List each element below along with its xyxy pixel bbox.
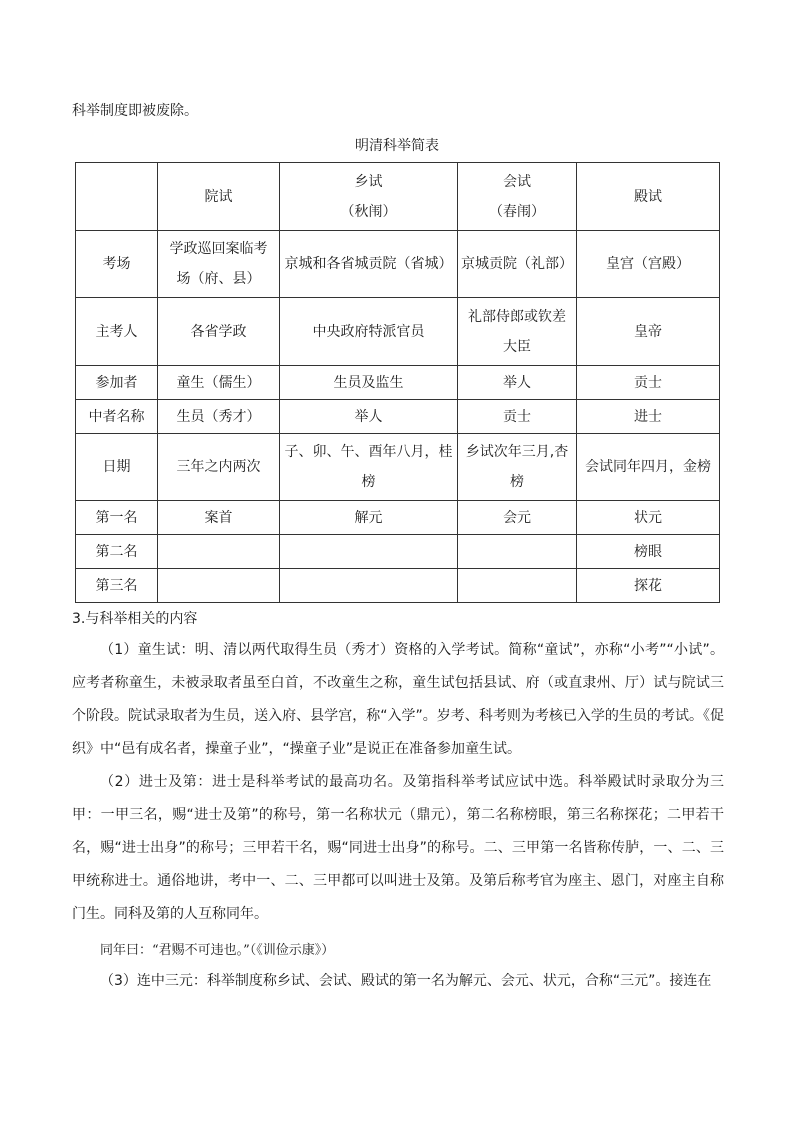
table-cell: 三年之内两次 bbox=[158, 434, 280, 501]
header-xiangshi-name: 乡试 bbox=[354, 173, 383, 190]
header-dianshi: 殿试 bbox=[577, 163, 720, 231]
table-cell: 贡士 bbox=[577, 366, 720, 400]
table-cell bbox=[280, 569, 458, 603]
imperial-exam-table bbox=[75, 162, 720, 603]
table-cell bbox=[458, 434, 577, 501]
table-cell: 贡士 bbox=[458, 400, 577, 434]
header-blank-cell bbox=[76, 163, 158, 231]
table-row-first bbox=[76, 501, 720, 535]
table-cell: 解元 bbox=[280, 501, 458, 535]
paragraph-text: （3）连中三元：科举制度称乡试、会试、殿试的第一名为解元、会元、状元，合称“三元”。接连在 bbox=[100, 973, 712, 989]
table-cell bbox=[280, 535, 458, 569]
header-huishi bbox=[458, 163, 577, 231]
table-cell: 会试同年四月，金榜 bbox=[577, 434, 720, 501]
table-cell: 会元 bbox=[458, 501, 577, 535]
table-header-row bbox=[76, 163, 720, 231]
row-label: 第二名 bbox=[76, 535, 158, 569]
table-cell: 各省学政 bbox=[158, 298, 280, 366]
table-cell bbox=[158, 569, 280, 603]
table-cell: 生员（秀才） bbox=[158, 400, 280, 434]
table-cell bbox=[458, 298, 577, 366]
intro-line: 科举制度即被废除。 bbox=[72, 103, 198, 119]
paragraph-text: （1）童生试：明、清以两代取得生员（秀才）资格的入学考试。简称“童试”，亦称“小考”“小试”。应考者称童生，未被录取者虽至白首，不改童生之称，童生试包括县试、府（或直隶州、厅）试与院试三个阶段。院试录取者为生员，送入府、县学宫，称“入学”。岁考、科考则为考核已入学的生员的考试。《促织》中“邑有成名者，操童子业”，“操童子业”是说正在准备参加童生试。 bbox=[72, 642, 724, 757]
row-label: 第三名 bbox=[76, 569, 158, 603]
row-label: 参加者 bbox=[76, 366, 158, 400]
paragraph-lianzhong-sanyuan bbox=[72, 965, 724, 998]
cell-line: 礼部侍郎或钦差 bbox=[468, 308, 566, 325]
section-title: 3.与科举相关的内容 bbox=[72, 611, 198, 627]
table-cell: 榜眼 bbox=[577, 535, 720, 569]
cell-line: 榜 bbox=[510, 474, 524, 490]
row-label: 主考人 bbox=[76, 298, 158, 366]
table-cell: 童生（儒生） bbox=[158, 366, 280, 400]
header-xiangshi-alias: （秋闱） bbox=[340, 203, 397, 220]
table-cell: 皇宫（宫殿） bbox=[577, 231, 720, 298]
table-cell: 探花 bbox=[577, 569, 720, 603]
header-huishi-alias: （春闱） bbox=[489, 203, 545, 220]
table-cell bbox=[158, 231, 280, 298]
row-label: 第一名 bbox=[76, 501, 158, 535]
table-row-title bbox=[76, 400, 720, 434]
row-label: 日期 bbox=[76, 434, 158, 501]
cell-line: 学政巡回案临考 bbox=[169, 241, 268, 257]
cell-line: 乡试次年三月,杏 bbox=[465, 444, 569, 460]
cell-line: 场（府、县） bbox=[176, 271, 261, 287]
table-row-examiner bbox=[76, 298, 720, 366]
table-cell: 举人 bbox=[280, 400, 458, 434]
row-label: 考场 bbox=[76, 231, 158, 298]
paragraph-tongshengshi bbox=[72, 634, 724, 766]
table-cell: 生员及监生 bbox=[280, 366, 458, 400]
header-huishi-name: 会试 bbox=[503, 173, 531, 190]
table-cell: 京城和各省城贡院（省城） bbox=[280, 231, 458, 298]
table-cell: 状元 bbox=[577, 501, 720, 535]
table-cell bbox=[280, 434, 458, 501]
paragraph-jinshi-jidi bbox=[72, 766, 724, 931]
cell-line: 子、卯、午、酉年八月，桂 bbox=[284, 444, 453, 460]
table-cell: 案首 bbox=[158, 501, 280, 535]
cell-line: 大臣 bbox=[503, 338, 531, 355]
table-title: 明清科举简表 bbox=[355, 138, 439, 154]
table-cell: 进士 bbox=[577, 400, 720, 434]
row-label: 中者名称 bbox=[76, 400, 158, 434]
table-cell: 中央政府特派官员 bbox=[280, 298, 458, 366]
header-yuanshi: 院试 bbox=[158, 163, 280, 231]
table-cell bbox=[458, 535, 577, 569]
table-row-participants bbox=[76, 366, 720, 400]
table-cell bbox=[458, 569, 577, 603]
table-cell bbox=[158, 535, 280, 569]
table-cell: 京城贡院（礼部） bbox=[458, 231, 577, 298]
table-row-second bbox=[76, 535, 720, 569]
paragraph-text: （2）进士及第：进士是科举考试的最高功名。及第指科举考试应试中选。科举殿试时录取分为三甲：一甲三名，赐“进士及第”的称号，第一名称状元（鼎元），第二名称榜眼，第三名称探花；二甲若干名，赐“进士出身”的称号；三甲若干名，赐“同进士出身”的称号。二、三甲第一名皆称传胪，一、二、三甲统称进士。通俗地讲，考中一、二、三甲都可以叫进士及第。及第后称考官为座主、恩门，对座主自称门生。同科及第的人互称同年。 bbox=[72, 774, 724, 922]
table-cell: 皇帝 bbox=[577, 298, 720, 366]
table-row-third bbox=[76, 569, 720, 603]
cell-line: 榜 bbox=[361, 474, 376, 490]
table-row-date bbox=[76, 434, 720, 501]
table-row-venue bbox=[76, 231, 720, 298]
header-xiangshi bbox=[280, 163, 458, 231]
table-cell: 举人 bbox=[458, 366, 577, 400]
quote-line: 同年曰：“君赐不可违也。”（《训俭示康》） bbox=[100, 943, 335, 958]
